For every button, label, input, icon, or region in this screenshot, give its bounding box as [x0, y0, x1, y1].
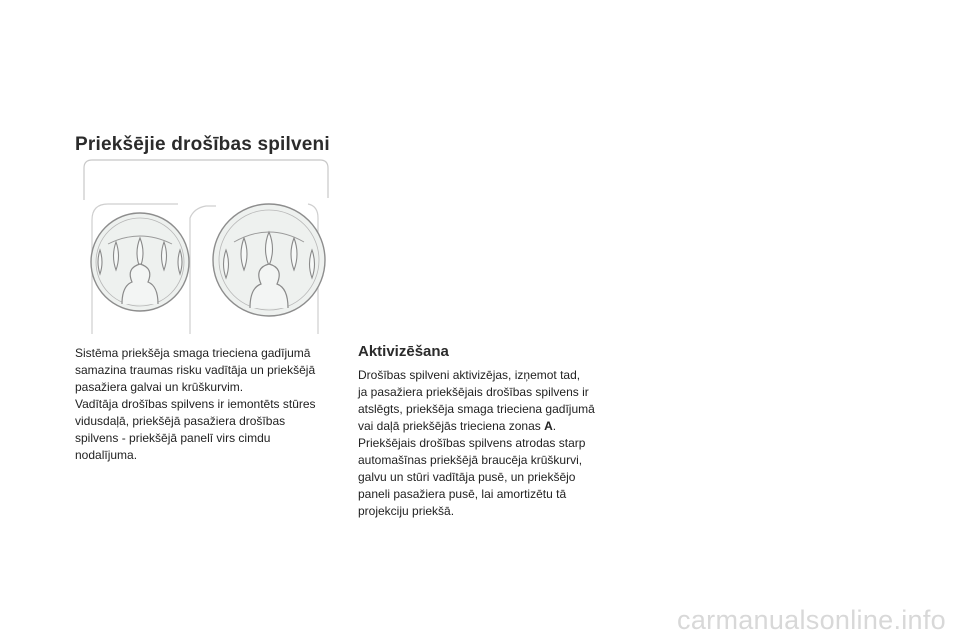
driver-airbag [91, 213, 189, 311]
text-line: automašīnas priekšējā braucēja krūškurvi, [358, 453, 583, 467]
text-fragment: vai daļā priekšējās trieciena zonas [358, 419, 545, 433]
page-title: Priekšējie drošības spilveni [75, 134, 330, 155]
text-line: galvu un stūri vadītāja pusē, un priekšējo [358, 470, 576, 484]
text-line: vidusdaļā, priekšējā pasažiera drošības [75, 414, 286, 428]
text-line: Priekšējais drošības spilvens atrodas starp [358, 436, 586, 450]
text-line: Drošības spilveni aktivizējas, izņemot tad, [358, 368, 581, 382]
console-outline [190, 206, 216, 334]
text-line: Vadītāja drošības spilvens ir iemontēts stūres [75, 397, 316, 411]
text-line: ja pasažiera priekšējais drošības spilvens ir [358, 385, 589, 399]
activation-heading: Aktivizēšana [358, 343, 449, 360]
text-line [358, 418, 608, 435]
airbag-illustration [82, 158, 334, 338]
dashboard-outline [84, 160, 328, 200]
text-line: Sistēma priekšēja smaga trieciena gadījumā [75, 346, 311, 360]
airbag-description [75, 345, 335, 464]
text-line: projekciju priekšā. [358, 504, 455, 518]
text-line: pasažiera galvai un krūškurvim. [75, 380, 244, 394]
text-line: nodalījuma. [75, 448, 138, 462]
zone-label: A [544, 419, 553, 433]
watermark: carmanualsonline.info [677, 605, 946, 635]
activation-description [358, 367, 608, 520]
text-line: atslēgts, priekšēja smaga trieciena gadījumā [358, 402, 595, 416]
passenger-airbag [213, 204, 325, 316]
text-fragment: . [552, 419, 557, 433]
text-line: spilvens - priekšējā panelī virs cimdu [75, 431, 271, 445]
text-line: paneli pasažiera pusē, lai amortizētu tā [358, 487, 567, 501]
text-line: samazina traumas risku vadītāja un priekšējā [75, 363, 316, 377]
